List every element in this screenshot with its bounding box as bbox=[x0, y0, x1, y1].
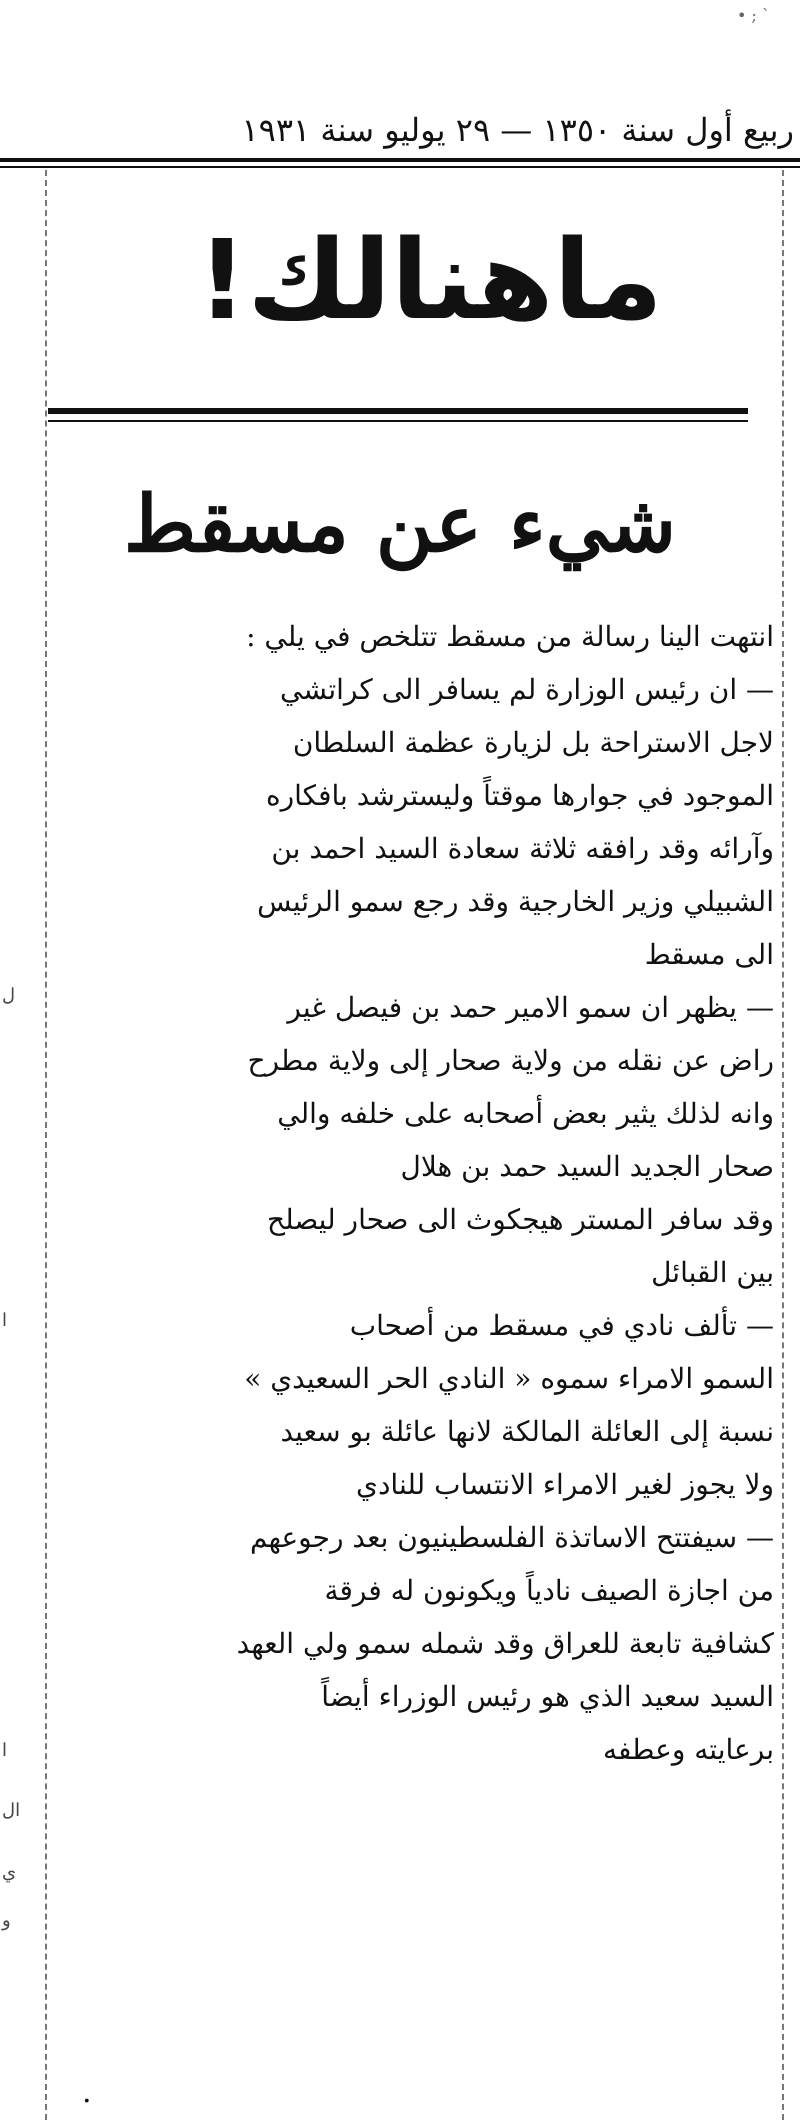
body-line: السيد سعيد الذي هو رئيس الوزراء أيضاً bbox=[321, 1680, 774, 1713]
body-line: كشافية تابعة للعراق وقد شمله سمو ولي العهد bbox=[236, 1627, 774, 1660]
margin-fragment: ال bbox=[2, 1800, 21, 1821]
body-line: راض عن نقله من ولاية صحار إلى ولاية مطرح bbox=[247, 1044, 774, 1077]
closing-mark: . bbox=[82, 2075, 92, 2110]
masthead-rule-thin bbox=[48, 420, 748, 422]
column-divider-right bbox=[782, 170, 784, 2120]
top-rule bbox=[0, 158, 800, 162]
body-line: الموجود في جوارها موقتاً وليسترشد بافكاره bbox=[265, 779, 774, 812]
body-line: — تألف نادي في مسقط من أصحاب bbox=[349, 1309, 774, 1342]
body-line: — ان رئيس الوزارة لم يسافر الى كراتشي bbox=[280, 673, 774, 706]
margin-fragment: ي bbox=[2, 1862, 17, 1883]
body-line: وقد سافر المستر هيجكوث الى صحار ليصلح bbox=[267, 1203, 774, 1236]
margin-fragment: ا bbox=[2, 1740, 8, 1761]
body-line: برعايته وعطفه bbox=[602, 1733, 774, 1766]
margin-fragment: و bbox=[2, 1910, 11, 1931]
column-divider-left bbox=[45, 170, 47, 2120]
body-line: — يظهر ان سمو الامير حمد بن فيصل غير bbox=[287, 991, 774, 1024]
body-line: صحار الجديد السيد حمد بن هلال bbox=[400, 1150, 774, 1183]
body-line: نسبة إلى العائلة المالكة لانها عائلة بو سعيد bbox=[280, 1415, 774, 1448]
body-line: وانه لذلك يثير بعض أصحابه على خلفه والي bbox=[277, 1097, 774, 1130]
article-body bbox=[62, 610, 774, 1776]
margin-fragment: ا bbox=[2, 1310, 8, 1331]
body-line: السمو الامراء سموه « النادي الحر السعيدي » bbox=[244, 1362, 774, 1395]
top-rule-thin bbox=[0, 166, 800, 168]
body-line: الشبيلي وزير الخارجية وقد رجع سمو الرئيس bbox=[257, 885, 774, 918]
adjacent-column-fragments bbox=[2, 0, 32, 2127]
margin-fragment: ل bbox=[2, 985, 16, 1006]
body-line: انتهت الينا رسالة من مسقط تتلخص في يلي : bbox=[246, 620, 774, 653]
body-line: وآرائه وقد رافقه ثلاثة سعادة السيد احمد بن bbox=[271, 832, 774, 865]
body-line: — سيفتتح الاساتذة الفلسطينيون بعد رجوعهم bbox=[249, 1521, 774, 1554]
top-edge-fragment bbox=[680, 0, 800, 50]
body-line: بين القبائل bbox=[651, 1256, 774, 1289]
masthead-rule bbox=[48, 408, 748, 414]
dateline: ربيع أول سنة ١٣٥٠ — ٢٩ يوليو سنة ١٩٣١ bbox=[241, 111, 794, 149]
body-line: الى مسقط bbox=[644, 938, 774, 971]
body-line: من اجازة الصيف نادياً ويكونون له فرقة bbox=[324, 1574, 774, 1607]
top-edge-text: • ; ` bbox=[737, 6, 770, 25]
body-line: ولا يجوز لغير الامراء الانتساب للنادي bbox=[356, 1468, 774, 1501]
section-masthead: ماهنالك! bbox=[197, 216, 663, 344]
article-headline: شيء عن مسقط bbox=[123, 479, 677, 570]
body-line: لاجل الاستراحة بل لزيارة عظمة السلطان bbox=[292, 726, 774, 759]
